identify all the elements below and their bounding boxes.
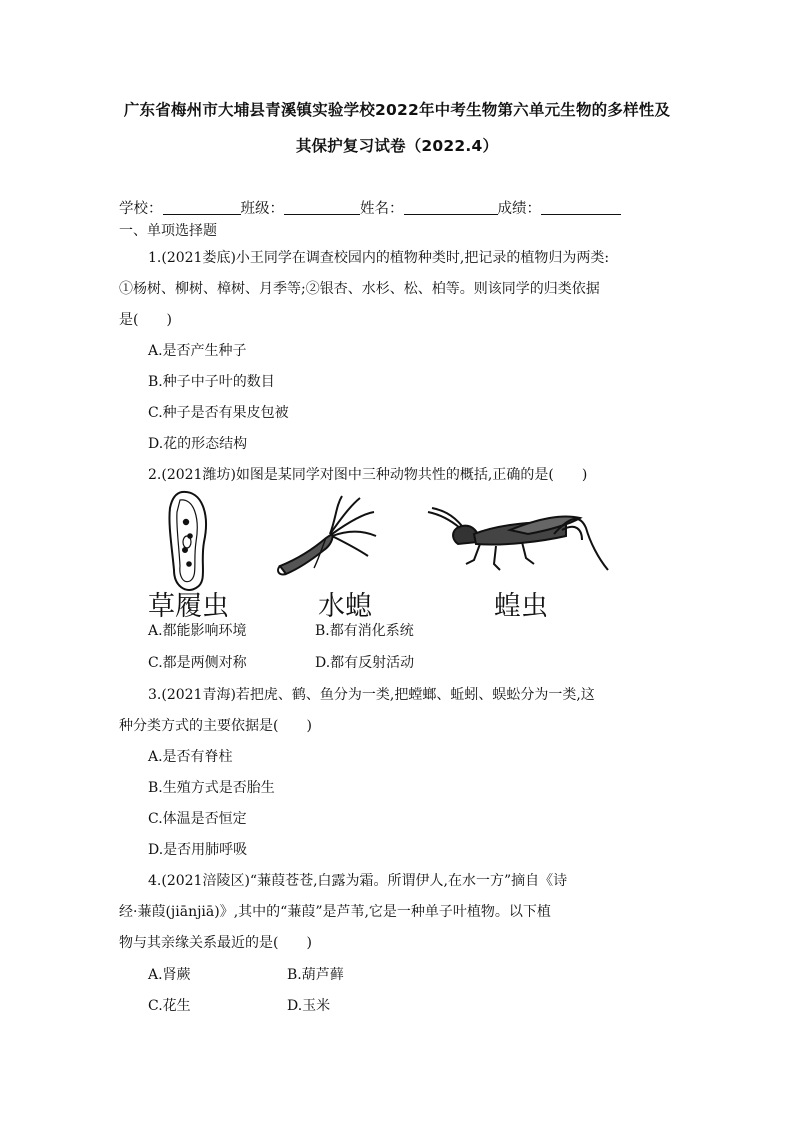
q3-stem-line2: 种分类方式的主要依据是( )	[119, 718, 312, 734]
q3-option-c: C.体温是否恒定	[148, 811, 247, 827]
q4-option-b: B.葫芦藓	[287, 967, 344, 983]
class-label: 班级：	[240, 201, 284, 217]
q4-stem-line1: 4.(2021涪陵区)“蒹葭苍苍,白露为霜。所谓伊人,在水一方”摘自《诗	[148, 873, 568, 889]
q1-option-a: A.是否产生种子	[148, 343, 247, 359]
student-info-row	[119, 197, 621, 218]
class-blank[interactable]	[284, 200, 360, 215]
q2-stem-line1: 2.(2021潍坊)如图是某同学对图中三种动物共性的概括,正确的是( )	[148, 467, 588, 483]
q1-stem-line1: 1.(2021娄底)小王同学在调查校园内的植物种类时,把记录的植物归为两类:	[148, 250, 610, 266]
q4-stem-line2: 经·蒹葭(jiānjiā)》,其中的“蒹葭”是芦苇,它是一种单子叶植物。以下植	[119, 904, 551, 920]
figure-label-grasshopper: 蝗虫	[494, 591, 548, 622]
figure-label-paramecium: 草履虫	[148, 591, 229, 622]
q1-option-c: C.种子是否有果皮包被	[148, 405, 289, 421]
q2-option-b: B.都有消化系统	[315, 623, 414, 639]
q4-option-d: D.玉米	[287, 998, 331, 1014]
figure-label-hydra: 水螅	[318, 591, 372, 622]
page-title-line2: 其保护复习试卷（2022.4）	[295, 137, 499, 155]
school-label: 学校：	[119, 201, 163, 217]
paramecium-drawing	[169, 492, 205, 590]
q4-stem-line3: 物与其亲缘关系最近的是( )	[119, 935, 312, 951]
q4-option-c: C.花生	[148, 998, 191, 1014]
q3-option-d: D.是否用肺呼吸	[148, 842, 248, 858]
score-blank[interactable]	[541, 200, 621, 215]
q2-option-a: A.都能影响环境	[148, 623, 247, 639]
hydra-drawing	[278, 496, 376, 574]
score-label: 成绩：	[497, 201, 541, 217]
q3-option-a: A.是否有脊柱	[148, 749, 233, 765]
q1-option-b: B.种子中子叶的数目	[148, 374, 275, 390]
grasshopper-drawing	[428, 508, 608, 570]
q1-stem-line3: 是( )	[119, 312, 172, 328]
name-label: 姓名：	[360, 201, 404, 217]
q2-option-d: D.都有反射活动	[315, 655, 415, 671]
page-title-line1: 广东省梅州市大埔县青溪镇实验学校2022年中考生物第六单元生物的多样性及	[123, 101, 671, 119]
school-blank[interactable]	[163, 200, 241, 215]
section-heading: 一、单项选择题	[119, 223, 217, 239]
q3-stem-line1: 3.(2021青海)若把虎、鹤、鱼分为一类,把螳螂、蚯蚓、蜈蚣分为一类,这	[148, 687, 595, 703]
name-blank[interactable]	[404, 200, 498, 215]
q4-option-a: A.肾蕨	[148, 967, 191, 983]
q1-option-d: D.花的形态结构	[148, 436, 248, 452]
q3-option-b: B.生殖方式是否胎生	[148, 780, 275, 796]
q2-option-c: C.都是两侧对称	[148, 655, 247, 671]
q1-stem-line2: ①杨树、柳树、樟树、月季等;②银杏、水杉、松、柏等。则该同学的归类依据	[119, 281, 600, 297]
